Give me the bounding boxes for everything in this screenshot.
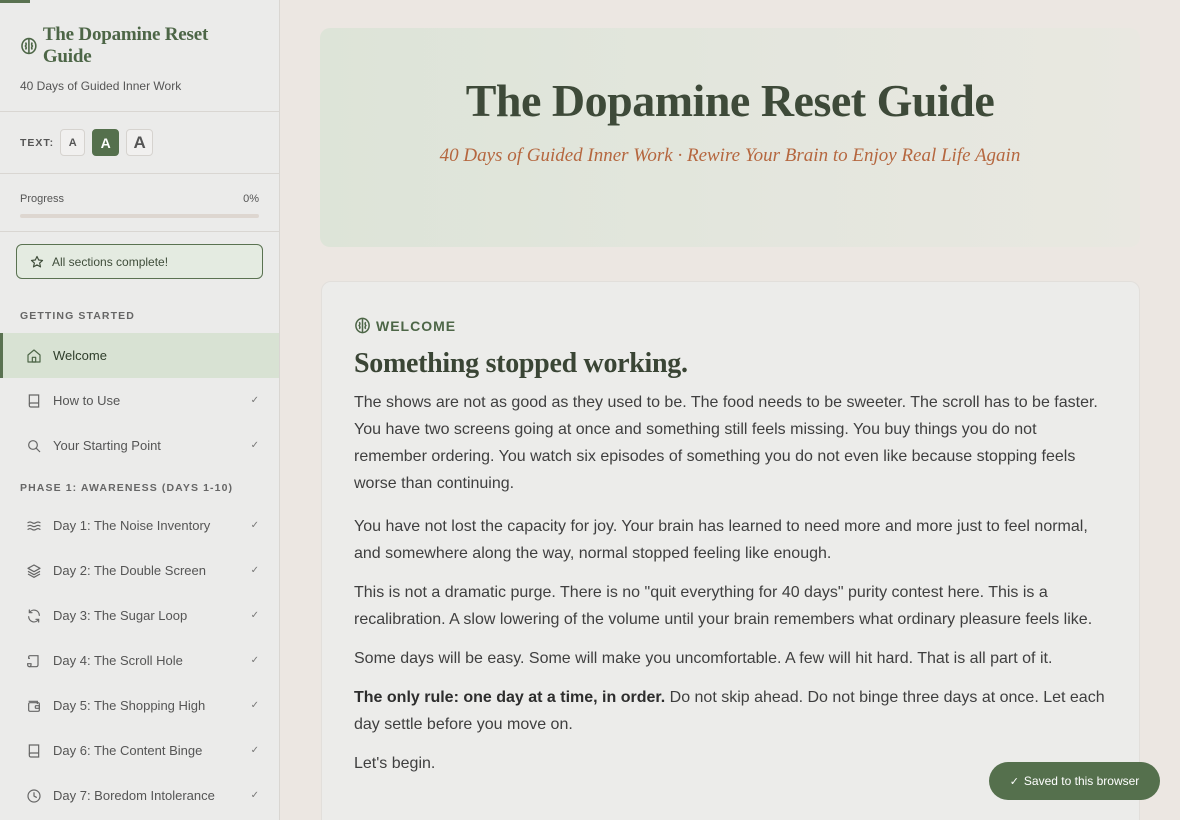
closing-paragraph: Let's begin. bbox=[354, 755, 436, 772]
check-icon: ✓ bbox=[1009, 775, 1019, 788]
layers-icon bbox=[26, 563, 42, 579]
body-paragraph: You have not lost the capacity for joy. Your brain has learned to need more and more just to feel normal, and somewhere along the way, normal stopped feeling like enough. bbox=[354, 518, 1088, 562]
wallet-icon bbox=[26, 698, 42, 714]
star-icon bbox=[30, 255, 44, 269]
text-size-medium-button[interactable]: A bbox=[92, 129, 119, 156]
progress-bar bbox=[20, 214, 259, 218]
welcome-card bbox=[321, 281, 1140, 820]
book-icon bbox=[26, 743, 42, 759]
clock-icon bbox=[26, 788, 42, 804]
completed-check-icon: ✓ bbox=[250, 440, 259, 451]
sidebar-item-label: Day 4: The Scroll Hole bbox=[53, 653, 183, 668]
body-paragraph: The shows are not as good as they used to be. The food needs to be sweeter. The scroll has to be faster. You have two screens going at once and something still feels missing. You buy things you do not remember ordering. You watch six episodes of something you do not even like because stopping feels worse than continuing. bbox=[354, 394, 1098, 492]
text-size-small-button[interactable]: A bbox=[60, 129, 85, 156]
brand-subtitle: 40 Days of Guided Inner Work bbox=[20, 79, 182, 93]
completed-check-icon: ✓ bbox=[250, 520, 259, 531]
sidebar-item-day-2[interactable] bbox=[0, 548, 279, 593]
section-kicker-text: WELCOME bbox=[376, 317, 457, 334]
sidebar-item-label: Welcome bbox=[53, 348, 107, 363]
saved-toast[interactable] bbox=[989, 762, 1160, 800]
progress-label: Progress bbox=[20, 193, 65, 205]
completed-check-icon: ✓ bbox=[250, 655, 259, 666]
section-kicker bbox=[354, 317, 1107, 334]
nav-section-phase-1: PHASE 1: AWARENESS (DAYS 1-10) bbox=[20, 482, 234, 494]
completed-check-icon: ✓ bbox=[250, 395, 259, 406]
sidebar-item-starting-point[interactable] bbox=[0, 423, 279, 468]
nav-section-getting-started: GETTING STARTED bbox=[20, 310, 135, 322]
text-size-control bbox=[0, 112, 279, 174]
body-paragraph: Some days will be easy. Some will make you uncomfortable. A few will hit hard. That is all part of it. bbox=[354, 650, 1053, 667]
hero-title: The Dopamine Reset Guide bbox=[465, 75, 995, 126]
hero-subtitle: 40 Days of Guided Inner Work · Rewire Your Brain to Enjoy Real Life Again bbox=[439, 145, 1021, 166]
sidebar-item-welcome[interactable] bbox=[0, 333, 279, 378]
sidebar-item-day-3[interactable] bbox=[0, 593, 279, 638]
sidebar-item-label: Day 6: The Content Binge bbox=[53, 743, 203, 758]
sidebar-item-label: Day 2: The Double Screen bbox=[53, 563, 206, 578]
progress-value: 0% bbox=[243, 193, 259, 205]
waves-icon bbox=[26, 518, 42, 534]
scroll-icon bbox=[26, 653, 42, 669]
sidebar-item-label: Day 7: Boredom Intolerance bbox=[53, 788, 215, 803]
search-icon bbox=[26, 438, 42, 454]
completed-check-icon: ✓ bbox=[250, 565, 259, 576]
sidebar bbox=[0, 0, 280, 820]
progress-panel bbox=[0, 174, 279, 232]
sidebar-item-label: Day 1: The Noise Inventory bbox=[53, 518, 211, 533]
brain-icon bbox=[354, 317, 371, 334]
rule-paragraph bbox=[354, 684, 1107, 738]
sidebar-item-day-5[interactable] bbox=[0, 683, 279, 728]
sidebar-item-day-7[interactable] bbox=[0, 773, 279, 818]
brand-title-text: The Dopamine Reset Guide bbox=[42, 24, 209, 67]
sidebar-item-day-4[interactable] bbox=[0, 638, 279, 683]
top-accent-bar bbox=[0, 0, 30, 3]
completion-banner-text: All sections complete! bbox=[52, 254, 169, 269]
sidebar-item-label: How to Use bbox=[53, 393, 121, 408]
saved-toast-text: Saved to this browser bbox=[1023, 774, 1140, 788]
refresh-icon bbox=[26, 608, 42, 624]
text-size-label: TEXT: bbox=[20, 136, 55, 149]
completed-check-icon: ✓ bbox=[250, 745, 259, 756]
book-icon bbox=[26, 393, 42, 409]
hero-banner bbox=[320, 28, 1140, 247]
home-icon bbox=[26, 348, 42, 364]
text-size-large-button[interactable]: A bbox=[126, 129, 153, 156]
sidebar-item-label: Day 3: The Sugar Loop bbox=[53, 608, 188, 623]
sidebar-item-day-1[interactable] bbox=[0, 503, 279, 548]
brain-icon bbox=[20, 37, 38, 55]
rule-bold-text: The only rule: one day at a time, in order. bbox=[354, 689, 666, 706]
completed-check-icon: ✓ bbox=[250, 790, 259, 801]
sidebar-item-label: Day 5: The Shopping High bbox=[53, 698, 206, 713]
brand-title[interactable] bbox=[20, 24, 259, 68]
completion-banner[interactable] bbox=[16, 244, 263, 279]
completed-check-icon: ✓ bbox=[250, 610, 259, 621]
main-content[interactable] bbox=[281, 0, 1180, 820]
completed-check-icon: ✓ bbox=[250, 700, 259, 711]
rule-text: Do not skip ahead. Do not binge three days at once. Let each day settle before you move on. bbox=[354, 689, 1105, 733]
sidebar-item-how-to-use[interactable] bbox=[0, 378, 279, 423]
brand bbox=[0, 0, 279, 112]
sidebar-item-label: Your Starting Point bbox=[53, 438, 161, 453]
sidebar-item-day-6[interactable] bbox=[0, 728, 279, 773]
section-title: Something stopped working. bbox=[354, 348, 688, 379]
body-paragraph: This is not a dramatic purge. There is no "quit everything for 40 days" purity contest here. This is a recalibration. A slow lowering of the volume until your brain remembers what ordinary pleasure feels like. bbox=[354, 584, 1093, 628]
